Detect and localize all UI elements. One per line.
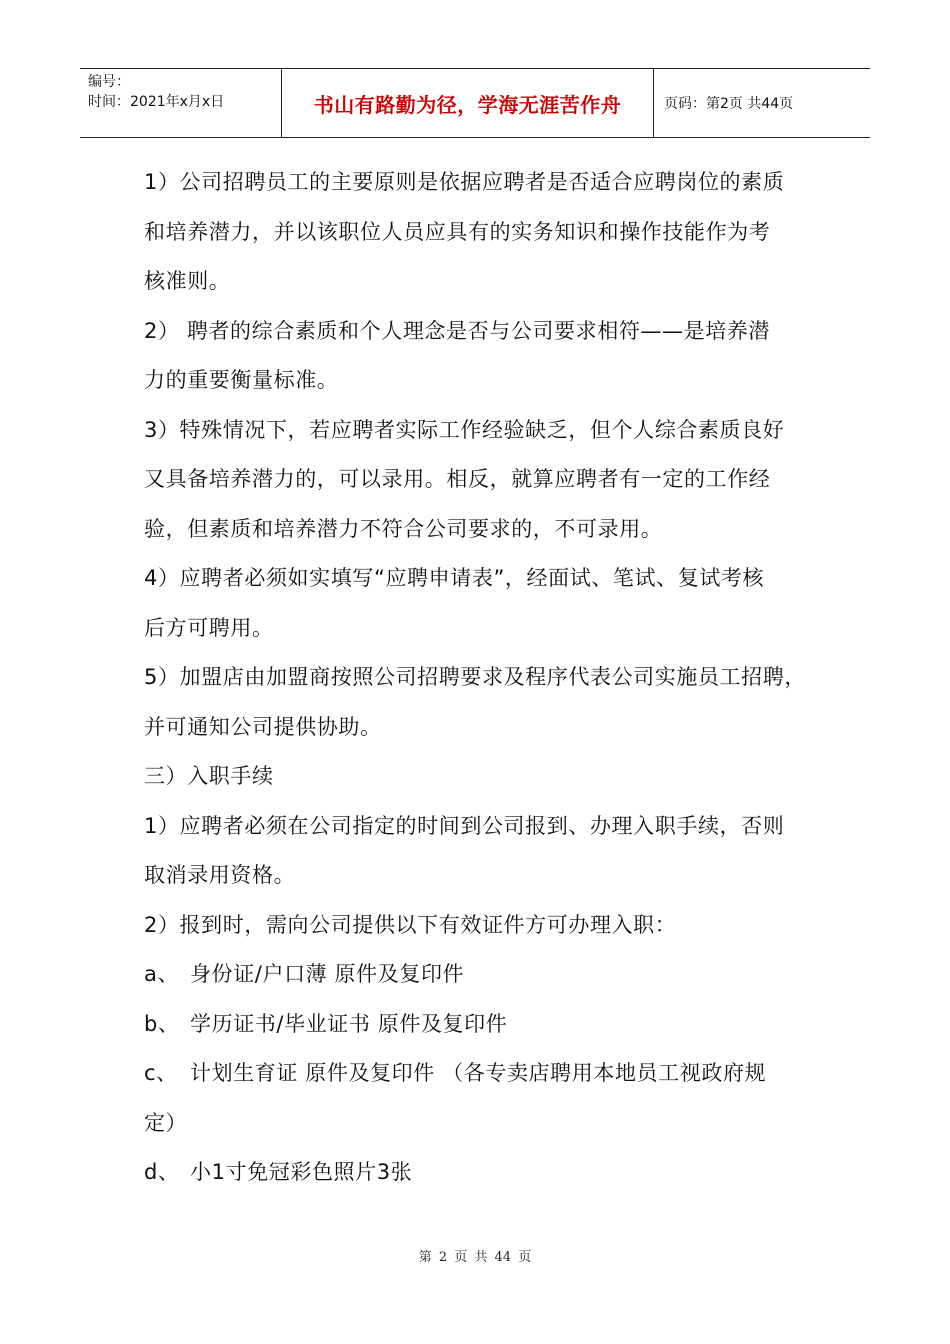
body-line: 力的重要衡量标准。 — [144, 368, 339, 392]
list-item — [144, 1049, 824, 1099]
list-item-marker: c、 — [144, 1061, 178, 1085]
body-line: 又具备培养潜力的，可以录用。相反，就算应聘者有一定的工作经 — [144, 467, 771, 491]
header-number: 编号： — [88, 74, 130, 90]
body-line: 2）报到时，需向公司提供以下有效证件方可办理入职： — [144, 912, 677, 937]
body-line: 5）加盟店由加盟商按照公司招聘要求及程序代表公司实施员工招聘， — [144, 665, 806, 689]
body-line: 1）应聘者必须在公司指定的时间到公司报到、办理入职手续，否则 — [144, 813, 785, 838]
list-item — [144, 1000, 824, 1050]
body-line: 3）特殊情况下，若应聘者实际工作经验缺乏，但个人综合素质良好 — [144, 417, 785, 442]
section-heading: 三）入职手续 — [144, 764, 274, 788]
list-item — [144, 1148, 824, 1198]
list-item-text: 身份证/户口薄 原件及复印件 — [190, 962, 465, 986]
body-line: 和培养潜力，并以该职位人员应具有的实务知识和操作技能作为考 — [144, 219, 771, 244]
body-line: 4）应聘者必须如实填写“应聘申请表”，经面试、笔试、复试考核 — [144, 566, 765, 590]
header-time: 时间：2021年x月x日 — [88, 94, 225, 110]
list-item-continuation — [144, 1099, 824, 1149]
list-item-marker: d、 — [144, 1160, 180, 1184]
list-item-text: 计划生育证 原件及复印件 （各专卖店聘用本地员工视政府规 — [190, 1061, 767, 1085]
body-line: 2） 聘者的综合素质和个人理念是否与公司要求相符——是培养潜 — [144, 318, 771, 343]
body-line: 核准则。 — [144, 269, 231, 293]
document-header — [80, 68, 870, 138]
body-line: 取消录用资格。 — [144, 863, 296, 887]
body-line: 验，但素质和培养潜力不符合公司要求的，不可录用。 — [144, 516, 663, 541]
list-item-text: 学历证书/毕业证书 原件及复印件 — [190, 1011, 508, 1036]
body-line: 1）公司招聘员工的主要原则是依据应聘者是否适合应聘岗位的素质 — [144, 170, 785, 194]
list-item-text: 小1寸免冠彩色照片3张 — [190, 1160, 413, 1184]
body-line: 并可通知公司提供协助。 — [144, 714, 382, 739]
header-page-info: 页码：第2页 共44页 — [664, 96, 794, 112]
body-line: 后方可聘用。 — [144, 615, 274, 640]
list-item — [144, 950, 824, 1000]
header-meta — [80, 69, 282, 137]
list-item-marker: a、 — [144, 962, 180, 986]
header-motto: 书山有路勤为径，学海无涯苦作舟 — [282, 69, 654, 137]
list-item-text: 定） — [144, 1110, 188, 1135]
page-footer: 第 2 页 共 44 页 — [418, 1250, 532, 1265]
document-body — [144, 158, 824, 1198]
list-item-marker: b、 — [144, 1011, 180, 1036]
